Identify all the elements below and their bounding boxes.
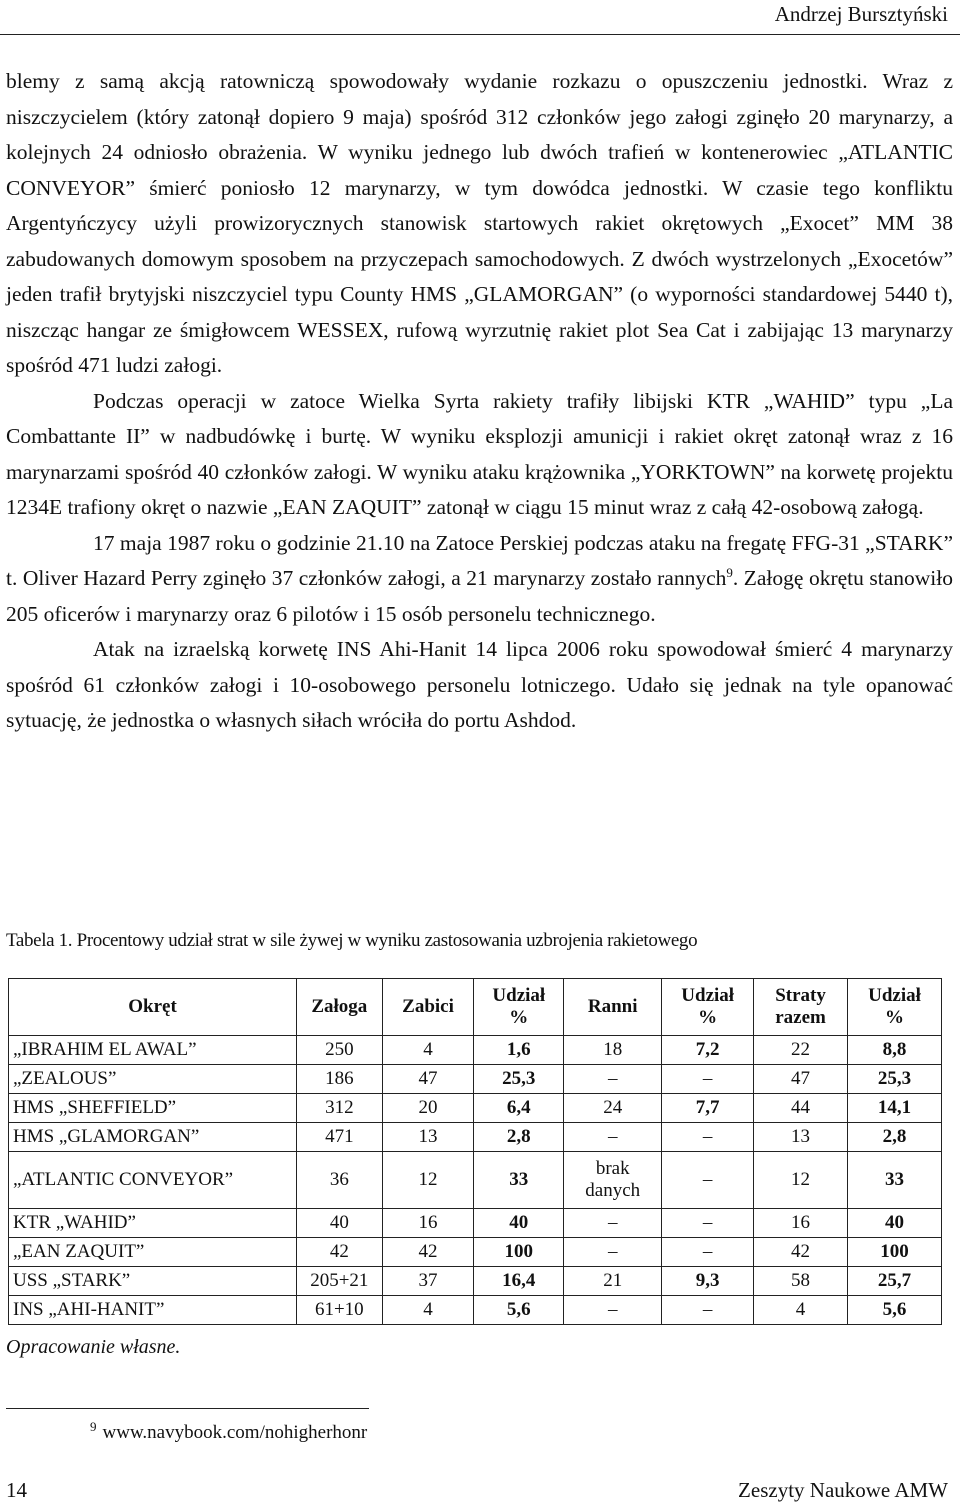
- table-cell: 25,3: [474, 1065, 564, 1094]
- table-cell: –: [564, 1296, 662, 1325]
- table-cell: 16: [754, 1209, 848, 1238]
- article-body: [6, 64, 953, 739]
- header-rule: [0, 34, 960, 35]
- table-cell: 205+21: [297, 1267, 383, 1296]
- table-cell: brak danych: [564, 1152, 662, 1209]
- table-cell: 4: [382, 1036, 474, 1065]
- table-cell: –: [564, 1065, 662, 1094]
- ship-name-cell: „ATLANTIC CONVEYOR”: [9, 1152, 297, 1209]
- table-cell: 40: [474, 1209, 564, 1238]
- table-cell: 24: [564, 1094, 662, 1123]
- table-row: [9, 1238, 942, 1267]
- table-row: [9, 1209, 942, 1238]
- ship-name-cell: KTR „WAHID”: [9, 1209, 297, 1238]
- table-cell: 2,8: [848, 1123, 942, 1152]
- ship-name-cell: INS „AHI-HANIT”: [9, 1296, 297, 1325]
- table-cell: 42: [382, 1238, 474, 1267]
- table-cell: –: [564, 1238, 662, 1267]
- ship-name-cell: HMS „GLAMORGAN”: [9, 1123, 297, 1152]
- running-header-author: Andrzej Bursztyński: [774, 2, 948, 26]
- footnote-link[interactable]: www.navybook.com/nohigherhonr: [102, 1422, 368, 1443]
- column-header: Załoga: [297, 979, 383, 1036]
- table-cell: 18: [564, 1036, 662, 1065]
- table-cell: 4: [754, 1296, 848, 1325]
- table-cell: 5,6: [848, 1296, 942, 1325]
- journal-name: Zeszyty Naukowe AMW: [738, 1478, 948, 1502]
- table-cell: 42: [297, 1238, 383, 1267]
- footnote-rule: [6, 1408, 369, 1409]
- table-cell: –: [662, 1152, 754, 1209]
- table-cell: –: [564, 1209, 662, 1238]
- paragraph-3: [6, 526, 953, 633]
- paragraph-3-text-end: . Załogę okrętu stanowiło 205 oficerów i marynarzy oraz 6 pilotów i 15 osób personelu technicznego.: [6, 566, 953, 626]
- table-cell: 25,3: [848, 1065, 942, 1094]
- table-cell: –: [662, 1065, 754, 1094]
- table-header-row: [9, 979, 942, 1036]
- table-cell: 44: [754, 1094, 848, 1123]
- footnote-reference[interactable]: 9: [726, 564, 733, 580]
- footnote: [90, 1418, 368, 1444]
- table-caption: Tabela 1. Procentowy udział strat w sile żywej w wyniku zastosowania uzbrojenia rakietowego: [6, 930, 698, 951]
- table-row: [9, 1036, 942, 1065]
- paragraph-3-text: 17 maja 1987 roku o godzinie 21.10 na Zatoce Perskiej podczas ataku na fregatę FFG-31 „STARK” t. Oliver Hazard Perry zginęło 37 członków załogi, a 21 marynarzy zostało rannych: [6, 530, 953, 590]
- ship-name-cell: „IBRAHIM EL AWAL”: [9, 1036, 297, 1065]
- table-cell: 16: [382, 1209, 474, 1238]
- table-cell: 47: [754, 1065, 848, 1094]
- table-cell: 5,6: [474, 1296, 564, 1325]
- table-cell: 312: [297, 1094, 383, 1123]
- ship-name-cell: „ZEALOUS”: [9, 1065, 297, 1094]
- table-cell: –: [564, 1123, 662, 1152]
- ship-name-cell: HMS „SHEFFIELD”: [9, 1094, 297, 1123]
- table-cell: 12: [754, 1152, 848, 1209]
- table-cell: 36: [297, 1152, 383, 1209]
- table-source-note: Opracowanie własne.: [6, 1336, 181, 1358]
- table-cell: –: [662, 1296, 754, 1325]
- table-cell: 42: [754, 1238, 848, 1267]
- column-header: Udział %: [662, 979, 754, 1036]
- table-cell: 22: [754, 1036, 848, 1065]
- table-cell: 14,1: [848, 1094, 942, 1123]
- table-cell: 33: [848, 1152, 942, 1209]
- table-cell: 58: [754, 1267, 848, 1296]
- table-cell: 100: [474, 1238, 564, 1267]
- table-row: [9, 1123, 942, 1152]
- page-number: 14: [6, 1478, 27, 1502]
- table-cell: 6,4: [474, 1094, 564, 1123]
- table-cell: 13: [754, 1123, 848, 1152]
- table-row: [9, 1152, 942, 1209]
- table-cell: –: [662, 1209, 754, 1238]
- table-cell: 40: [297, 1209, 383, 1238]
- footnote-number: 9: [90, 1418, 97, 1434]
- table-cell: 16,4: [474, 1267, 564, 1296]
- table-cell: 186: [297, 1065, 383, 1094]
- column-header: Straty razem: [754, 979, 848, 1036]
- table-cell: 20: [382, 1094, 474, 1123]
- table-cell: 8,8: [848, 1036, 942, 1065]
- table-body: [9, 1036, 942, 1325]
- ship-name-cell: „EAN ZAQUIT”: [9, 1238, 297, 1267]
- table-cell: 9,3: [662, 1267, 754, 1296]
- table-cell: 7,2: [662, 1036, 754, 1065]
- paragraph-1: blemy z samą akcją ratowniczą spowodowały wydanie rozkazu o opuszczeniu jednostki. Wraz z niszczycielem (który zatonął dopiero 9 maja) spośród 312 członków jego załogi zginęło 20 marynarzy, a kolejnych 24 odniosło obrażenia. W wyniku jednego lub dwóch trafień w kontenerowiec „ATLANTIC CONVEYOR” śmierć poniosło 12 marynarzy, w tym dowódca jednostki. W czasie tego konfliktu Argentyńczycy użyli prowizorycznych stanowisk startowych rakiet okrętowych „Exocet” MM 38 zabudowanych domowym sposobem na przyczepach samochodowych. Z dwóch wystrzelonych „Exocetów” jeden trafił brytyjski niszczyciel typu County HMS „GLAMORGAN” (o wyporności standardowej 5440 t), niszcząc hangar ze śmigłowcem WESSEX, rufową wyrzutnię rakiet plot Sea Cat i zabijając 13 marynarzy spośród 471 ludzi załogi.: [6, 69, 953, 377]
- table-cell: 25,7: [848, 1267, 942, 1296]
- table-row: [9, 1267, 942, 1296]
- table-cell: 471: [297, 1123, 383, 1152]
- table-row: [9, 1065, 942, 1094]
- table-cell: –: [662, 1238, 754, 1267]
- table-row: [9, 1094, 942, 1123]
- column-header: Ranni: [564, 979, 662, 1036]
- paragraph-2: Podczas operacji w zatoce Wielka Syrta rakiety trafiły libijski KTR „WAHID” typu „La Combattante II” w nadbudówkę i burtę. W wyniku eksplozji amunicji i rakiet okręt zatonął wraz z 16 marynarzami spośród 40 członków załogi. W wyniku ataku krążownika „YORKTOWN” na korwetę projektu 1234E trafiony okręt o nazwie „EAN ZAQUIT” zatonął w ciągu 15 minut wraz z całą 42-osobową załogą.: [6, 388, 953, 519]
- table-cell: 7,7: [662, 1094, 754, 1123]
- column-header: Zabici: [382, 979, 474, 1036]
- table-cell: 37: [382, 1267, 474, 1296]
- table-cell: 1,6: [474, 1036, 564, 1065]
- table-cell: 250: [297, 1036, 383, 1065]
- table-cell: –: [662, 1123, 754, 1152]
- table-row: [9, 1296, 942, 1325]
- losses-table: [8, 978, 942, 1325]
- table-cell: 100: [848, 1238, 942, 1267]
- table-cell: 21: [564, 1267, 662, 1296]
- ship-name-cell: USS „STARK”: [9, 1267, 297, 1296]
- table-cell: 47: [382, 1065, 474, 1094]
- table-cell: 40: [848, 1209, 942, 1238]
- column-header: Udział %: [474, 979, 564, 1036]
- table-cell: 2,8: [474, 1123, 564, 1152]
- table-cell: 33: [474, 1152, 564, 1209]
- column-header: Okręt: [9, 979, 297, 1036]
- table-cell: 13: [382, 1123, 474, 1152]
- table-cell: 12: [382, 1152, 474, 1209]
- column-header: Udział %: [848, 979, 942, 1036]
- table-cell: 61+10: [297, 1296, 383, 1325]
- paragraph-4: Atak na izraelską korwetę INS Ahi-Hanit 14 lipca 2006 roku spowodował śmierć 4 marynarzy spośród 61 członków załogi i 10-osobowego personelu lotniczego. Udało się jednak na tyle opanować sytuację, że jednostka o własnych siłach wróciła do portu Ashdod.: [6, 637, 953, 732]
- table-cell: 4: [382, 1296, 474, 1325]
